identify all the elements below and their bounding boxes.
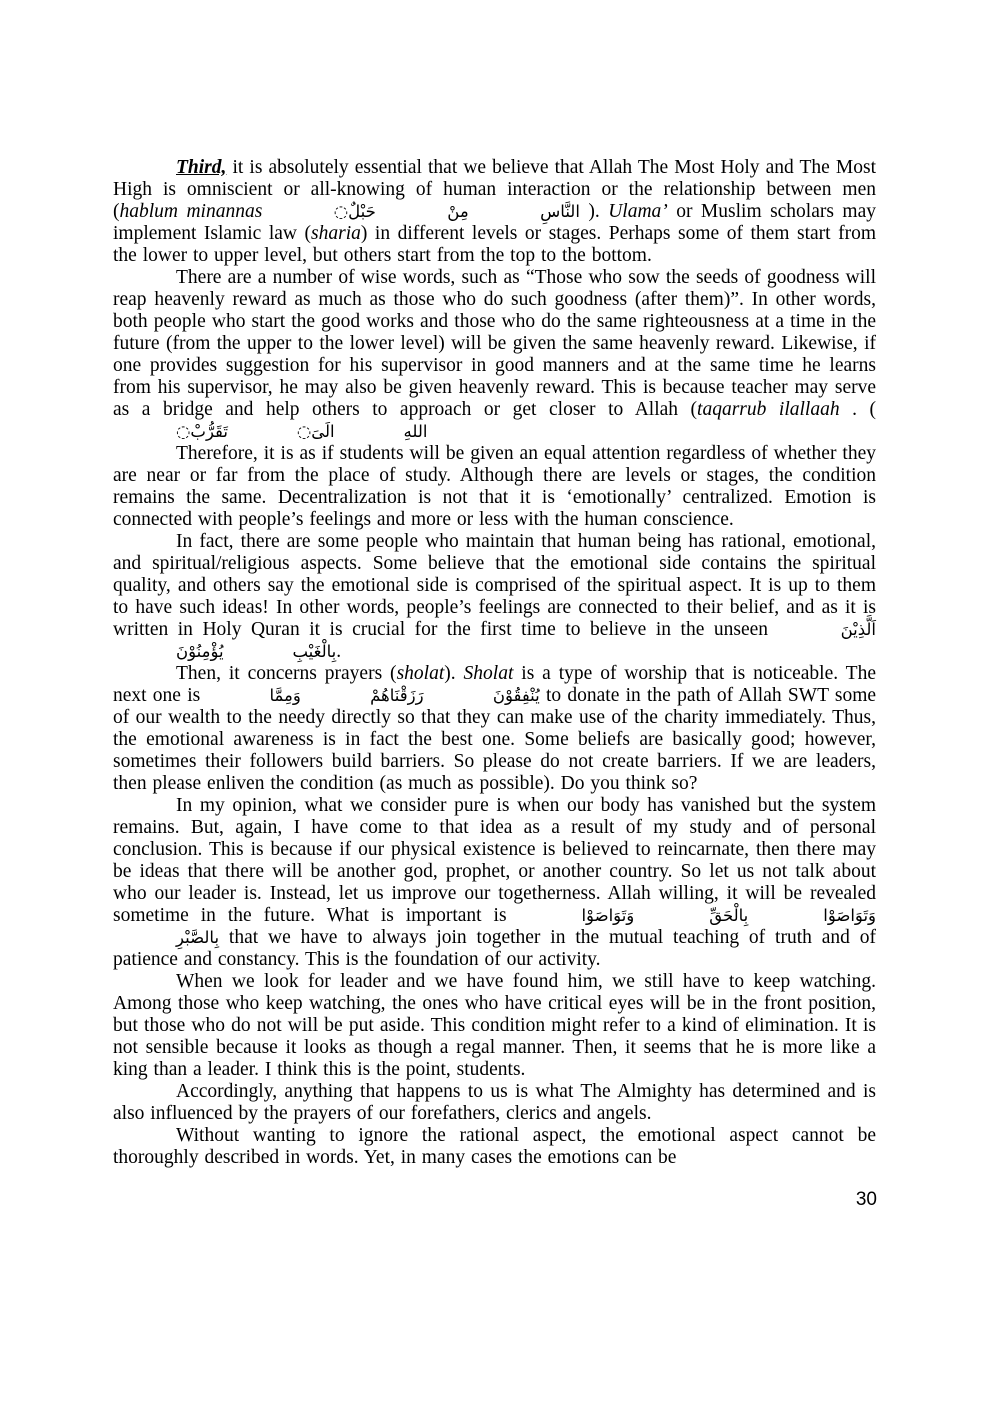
arabic-word: بِالْغَيْبِ — [292, 642, 337, 661]
paragraph — [113, 795, 876, 971]
text-run: There are a number of wise words, such as “Those who sow the seeds of goodness will reap heavenly reward as much as those who do such goodness (after them)”. In other words, both people who start the good works and those who do the same righteousness at a time in the future (from the upper to the lower level) will be given the same heavenly reward. Likewise, if one provides suggestion for his supervisor in good manners and at the same time he learns from his supervisor, he may also be given heavenly reward. This is because teacher may serve as a bridge and help others to approach or get closer to Allah ( — [113, 267, 876, 420]
text-run: Then, it concerns prayers ( — [176, 663, 397, 684]
text-run: hablum minannas — [119, 201, 263, 222]
text-run: ). — [579, 201, 609, 222]
text-run: ) in different levels or stages. Perhaps some of them start from the lower to upper level, but others start from the top to the bottom. — [113, 223, 876, 266]
arabic-word: النَّاسِ — [540, 202, 580, 221]
arabic-word: يُنْفِقُوْنَ — [492, 686, 540, 705]
text-block — [113, 157, 876, 1169]
page-number: 30 — [855, 1189, 877, 1210]
arabic-phrase — [113, 421, 427, 442]
text-run: Sholat — [463, 663, 514, 684]
text-run: In my opinion, what we consider pure is when our body has vanished but the system remains. But, again, I have come to that idea as a result of my study and of personal conclusion. This is because if our physical existence is believed to reincarnate, then there may be ideas that there will be another god, prophet, or another country. So let us not talk about who our leader is. Instead, let us improve our togetherness. Allah willing, it will be revealed sometime in the future. What is important is — [113, 795, 876, 926]
text-run: that we have to always join together in the mutual teaching of truth and of patience and constancy. This is the foundation of our activity. — [113, 927, 876, 970]
arabic-word: رَزَقْنَاهُمْ — [370, 686, 424, 705]
text-run: Therefore, it is as if students will be given an equal attention regardless of whether they are near or far from the place of study. Although there are levels or stages, the condition remains the same. Decentralization is not that it is ‘emotionally’ centralized. Emotion is connected with people’s feelings and more or less with the human conscience. — [113, 443, 876, 530]
text-run: In fact, there are some people who maintain that human being has rational, emotional, and spiritual/religious aspects. Some believe that the emotional side contains the spiritual quality, and others say the emotional side is comprised of the spiritual aspect. It is up to them to have such ideas! In other words, people’s feelings are connected to their belief, and as it is written in Holy Quran it is crucial for the first time to believe in the unseen — [113, 531, 876, 640]
arabic-word: مِنْ — [447, 202, 469, 221]
paragraph — [113, 531, 876, 663]
text-run: is a type of worship that is noticeable. The next one is — [113, 663, 876, 706]
paragraph — [113, 267, 876, 443]
arabic-word: اَلَّذِيْنَ — [840, 620, 876, 639]
text-run: taqarrub ilallaah — [697, 399, 840, 420]
text-run: Ulama’ — [608, 201, 668, 222]
paragraph — [113, 157, 876, 267]
text-run: When we look for leader and we have found him, we still have to keep watching. Among those who keep watching, the ones who have critical eyes will be in the front position, but those who do not will be put aside. This condition might refer to a kind of elimination. It is not sensible because it looks as though a regal manner. Then, it seems that he is more like a king than a leader. I think this is the point, students. — [113, 971, 876, 1080]
text-run: sholat — [396, 663, 445, 684]
text-run: . — [336, 641, 342, 662]
arabic-word: اللهِ — [403, 422, 428, 441]
arabic-word: بِالصَّبْرِ — [176, 928, 220, 947]
arabic-word: يُؤْمِنُوْنَ — [176, 642, 224, 661]
paragraph — [113, 1125, 876, 1169]
arabic-phrase — [206, 685, 539, 706]
arabic-word: ◌حَبْلٌ — [333, 202, 376, 221]
text-run: to donate in the path of Allah SWT some of our wealth to the needy directly so that they can make use of the charity immediately. Thus, the emotional awareness is in fact the best one. Some beliefs are basically good; however, sometimes their followers build barriers. So please do not create barriers. If we are leaders, then please enliven the condition (as much as possible). Do you think so? — [113, 685, 877, 794]
text-run — [262, 201, 270, 222]
arabic-word: ◌تَقَرُّبْ — [176, 422, 228, 441]
paragraph — [113, 443, 876, 531]
text-run: Accordingly, anything that happens to us is what The Almighty has determined and is also influenced by the prayers of our forefathers, clerics and angels. — [113, 1081, 876, 1124]
arabic-phrase — [271, 201, 580, 222]
arabic-word: وَتَوَاصَوْا — [581, 906, 635, 925]
paragraph — [113, 663, 876, 795]
arabic-word: بِالْحَقِّ — [709, 906, 749, 925]
text-run: . ( — [839, 399, 876, 420]
paragraph — [113, 971, 876, 1081]
paragraph — [113, 1081, 876, 1125]
text-run: Without wanting to ignore the rational aspect, the emotional aspect cannot be thoroughly described in words. Yet, in many cases the emotions can be — [113, 1125, 876, 1168]
text-run: ). — [444, 663, 464, 684]
text-run: it is absolutely essential that we believe that Allah The Most Holy and The Most High is omniscient or all-knowing of human interaction or the relationship between men ( — [113, 157, 876, 222]
arabic-word: ◌الَىَ — [296, 422, 335, 441]
lead-word: Third, — [176, 157, 227, 178]
text-run: or Muslim scholars may implement Islamic law ( — [113, 201, 876, 244]
arabic-word: وَمِمَّا — [269, 686, 301, 705]
text-run: sharia — [311, 223, 361, 244]
arabic-word: وَتَوَاصَوْا — [823, 906, 877, 925]
